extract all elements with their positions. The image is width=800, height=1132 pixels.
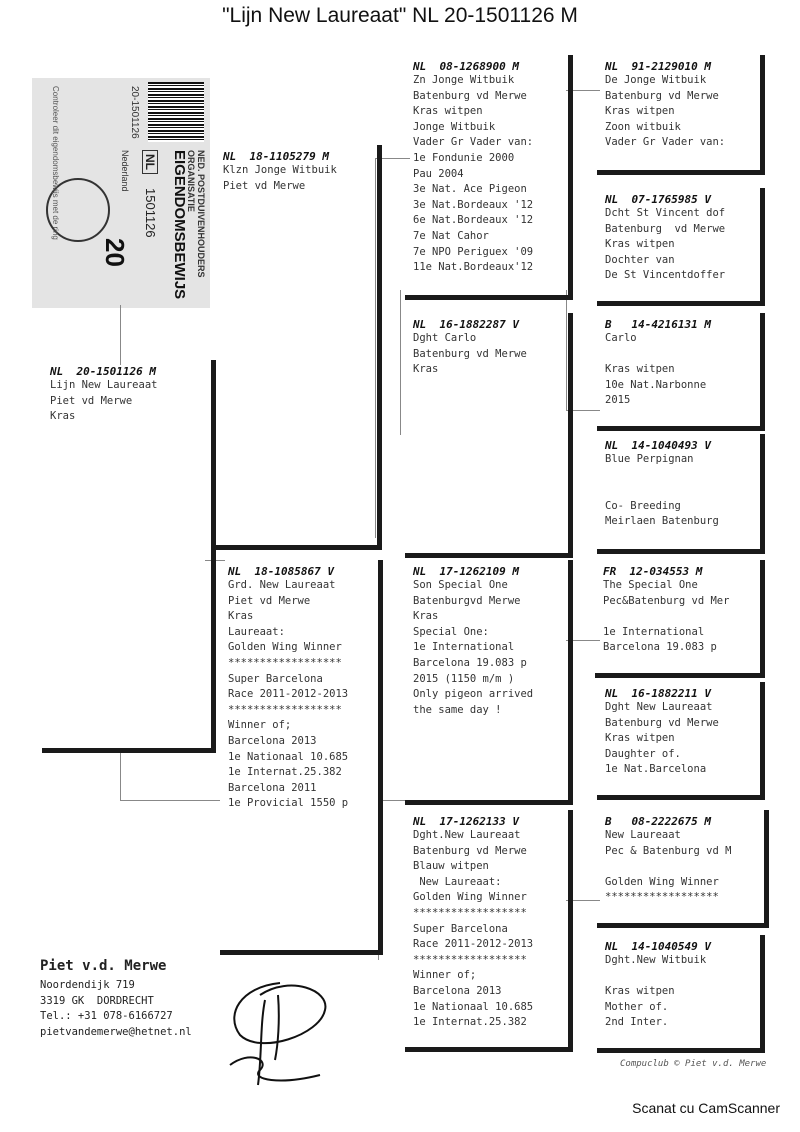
pedigree-box-sire-dam [405, 313, 573, 558]
detail-line: 1e Fondunie 2000 [413, 151, 515, 164]
detail-line: Kras [413, 610, 439, 623]
pedigree-box-dam-dam [405, 810, 573, 1052]
scanner-watermark: Scanat cu CamScanner [632, 1100, 780, 1116]
connector [120, 750, 121, 800]
pigeon-details [413, 578, 564, 718]
detail-line: Zoon witbuik [605, 120, 681, 133]
detail-line: Batenburg vd Merwe [413, 347, 527, 360]
signature-icon [220, 975, 340, 1090]
detail-line: Pau 2004 [413, 167, 464, 180]
detail-line: Batenburg vd Merwe [413, 844, 527, 857]
pedigree-box-dss [595, 560, 765, 678]
card-country: NL [142, 150, 158, 174]
connector [400, 290, 401, 435]
ring-number: NL 18-1085867 V [228, 565, 334, 578]
detail-line: Batenburg vd Merwe [605, 222, 726, 235]
detail-line: Klzn Jonge Witbuik [223, 164, 337, 176]
detail-line: Barcelona 2013 [413, 984, 502, 997]
pedigree-box-sdd [597, 434, 765, 554]
card-year: 20 [100, 238, 130, 267]
detail-line: De Jonge Witbuik [605, 74, 707, 86]
owner-address: Noordendijk 719 [40, 979, 135, 991]
ring-number: NL 16-1882211 V [605, 687, 711, 700]
pigeon-details [228, 578, 374, 812]
detail-line: Golden Wing Winner [413, 891, 527, 904]
detail-line: Dcht St Vincent dof [605, 207, 726, 219]
card-ring: 1501126 [143, 188, 158, 238]
detail-line [603, 609, 756, 625]
detail-line: Golden Wing Winner [605, 875, 719, 888]
detail-line: Dght Carlo [413, 332, 477, 344]
detail-line: Vader Gr Vader van: [605, 136, 726, 149]
detail-line: Son Special One [413, 579, 508, 591]
ring-number: NL 17-1262109 M [413, 565, 519, 578]
detail-line: Race 2011-2012-2013 [228, 688, 349, 701]
ring-number: B 14-4216131 M [605, 318, 711, 331]
ring-number: NL 18-1105279 M [223, 150, 329, 163]
pigeon-details [605, 700, 756, 778]
detail-line: 2nd Inter. [605, 1016, 669, 1029]
ring-number: B 08-2222675 M [605, 815, 711, 828]
ownership-card [32, 78, 210, 308]
ring-number: NL 16-1882287 V [413, 318, 519, 331]
detail-line: Co- Breeding [605, 499, 681, 512]
detail-line: 1e Nationaal 10.685 [413, 1000, 534, 1013]
barcode [148, 82, 204, 142]
detail-line: 3e Nat.Bordeaux '12 [413, 198, 534, 211]
pigeon-details [413, 73, 564, 276]
pigeon-details [413, 828, 564, 1031]
pigeon-details [50, 378, 207, 425]
ring-number: NL 14-1040549 V [605, 940, 711, 953]
detail-line [605, 347, 756, 363]
page-title: "Lijn New Laureaat" NL 20-1501126 M [222, 4, 578, 27]
pigeon-details [605, 206, 756, 284]
owner-city: 3319 GK DORDRECHT [40, 994, 154, 1007]
detail-line: Piet vd Merwe [223, 179, 306, 192]
detail-line: Super Barcelona [413, 922, 508, 935]
detail-line: Meirlaen Batenburg [605, 515, 719, 528]
card-number: 20-1501126 [129, 86, 140, 139]
detail-line: Carlo [605, 332, 637, 344]
ring-number: NL 07-1765985 V [605, 193, 711, 206]
card-land: Nederland [120, 150, 130, 192]
pedigree-box-dam [220, 560, 383, 955]
detail-line: Kras witpen [605, 363, 675, 376]
detail-line: Only pigeon arrived [413, 688, 534, 701]
pigeon-details [413, 331, 564, 378]
owner-name: Piet v.d. Merwe [40, 958, 167, 974]
detail-line: Batenburgvd Merwe [413, 594, 521, 607]
detail-line: Barcelona 19.083 p [413, 656, 527, 669]
ring-number: NL 08-1268900 M [413, 60, 519, 73]
pedigree-box-ddd [597, 935, 765, 1053]
detail-line: Golden Wing Winner [228, 641, 342, 654]
pedigree-box-sss [597, 55, 765, 175]
detail-line: Daughter of. [605, 747, 681, 760]
detail-line: ****************** [228, 703, 342, 716]
software-credit: Compuclub © Piet v.d. Merwe [620, 1059, 767, 1069]
detail-line: Kras [228, 610, 254, 623]
detail-line: Dght New Laureaat [605, 701, 713, 713]
detail-line: 1e Nationaal 10.685 [228, 750, 349, 763]
owner-email: pietvandemerwe@hetnet.nl [40, 1025, 192, 1038]
detail-line: 1e Internat.25.382 [228, 766, 342, 779]
detail-line: New Laureaat [605, 829, 681, 841]
detail-line: 2015 (1150 m/m ) [413, 672, 515, 685]
detail-line: Kras witpen [605, 732, 675, 745]
detail-line: 7e NPO Periguex '09 [413, 245, 534, 258]
detail-line: Vader Gr Vader van: [413, 136, 534, 149]
detail-line: ****************** [228, 656, 342, 669]
pedigree-box-sire [215, 145, 382, 550]
detail-line: Kras witpen [413, 105, 483, 118]
detail-line: Piet vd Merwe [50, 394, 133, 407]
pedigree-box-dds [597, 810, 769, 928]
connector [120, 800, 220, 801]
detail-line: Kras [413, 363, 439, 376]
ring-number: NL 17-1262133 V [413, 815, 519, 828]
detail-line [605, 969, 756, 985]
detail-line: Blue Perpignan [605, 453, 694, 465]
detail-line: Race 2011-2012-2013 [413, 938, 534, 951]
card-title: EIGENDOMSBEWIJS [171, 150, 188, 300]
detail-line: 1e Nat.Barcelona [605, 763, 707, 776]
detail-line: Batenburg vd Merwe [605, 89, 719, 102]
owner-phone: Tel.: +31 078-6166727 [40, 1010, 173, 1023]
detail-line: ****************** [413, 953, 527, 966]
pigeon-details [605, 331, 756, 409]
detail-line: 1e International [603, 625, 705, 638]
detail-line: Kras [50, 410, 76, 423]
detail-line: Laureaat: [228, 625, 285, 638]
owner-info [40, 958, 192, 1040]
detail-line: 1e International [413, 641, 515, 654]
pigeon-details [605, 452, 756, 530]
pigeon-details [603, 578, 756, 656]
pedigree-box-ssd [597, 188, 765, 306]
detail-line: 7e Nat Cahor [413, 229, 489, 242]
detail-line: Grd. New Laureaat [228, 579, 336, 591]
detail-line: ****************** [413, 906, 527, 919]
detail-line: The Special One [603, 579, 698, 591]
detail-line [605, 859, 760, 875]
ring-number: FR 12-034553 M [603, 565, 703, 578]
detail-line: 1e Provicial 1550 p [228, 797, 349, 810]
detail-line [605, 468, 756, 484]
detail-line: 3e Nat. Ace Pigeon [413, 183, 527, 196]
detail-line: Zn Jonge Witbuik [413, 74, 515, 86]
detail-line: De St Vincentdoffer [605, 269, 726, 282]
pedigree-box-sds [597, 313, 765, 431]
pigeon-details [605, 73, 756, 151]
detail-line: 2015 [605, 394, 631, 407]
pedigree-box-dam-sire [405, 560, 573, 805]
detail-line: New Laureaat: [413, 875, 502, 888]
pigeon-details [605, 828, 760, 906]
detail-line: Batenburg vd Merwe [605, 716, 719, 729]
detail-line: Batenburg vd Merwe [413, 89, 527, 102]
detail-line: Dght.New Laureaat [413, 829, 521, 841]
pigeon-details [223, 163, 373, 194]
detail-line: Winner of; [228, 719, 292, 732]
detail-line: Jonge Witbuik [413, 120, 496, 133]
detail-line: Pec&Batenburg vd Mer [603, 594, 730, 607]
pedigree-box-dsd [597, 682, 765, 800]
ring-number: NL 20-1501126 M [50, 365, 156, 378]
connector [120, 305, 121, 365]
detail-line: Dochter van [605, 253, 675, 266]
detail-line [605, 483, 756, 499]
card-org: NED. POSTDUIVENHOUDERS ORGANISATIE [186, 150, 206, 278]
detail-line: Barcelona 19.083 p [603, 641, 717, 654]
detail-line: Super Barcelona [228, 672, 323, 685]
detail-line: Winner of; [413, 969, 477, 982]
detail-line: 11e Nat.Bordeaux'12 [413, 261, 534, 274]
detail-line: Kras witpen [605, 985, 675, 998]
detail-line: the same day ! [413, 703, 502, 716]
detail-line: Piet vd Merwe [228, 594, 311, 607]
ring-number: NL 14-1040493 V [605, 439, 711, 452]
detail-line: 6e Nat.Bordeaux '12 [413, 214, 534, 227]
detail-line: Barcelona 2011 [228, 781, 317, 794]
pedigree-box-subject [42, 360, 216, 753]
detail-line: 10e Nat.Narbonne [605, 378, 707, 391]
ring-number: NL 91-2129010 M [605, 60, 711, 73]
detail-line: Kras witpen [605, 105, 675, 118]
detail-line: Blauw witpen [413, 860, 489, 873]
card-footer: Controleer dit eigendomsbewijs met de ring [51, 86, 60, 240]
detail-line: Kras witpen [605, 238, 675, 251]
detail-line: Dght.New Witbuik [605, 954, 707, 966]
detail-line: ****************** [605, 891, 719, 904]
detail-line: 1e Internat.25.382 [413, 1016, 527, 1029]
detail-line: Barcelona 2013 [228, 734, 317, 747]
pigeon-details [605, 953, 756, 1031]
pedigree-box-sire-sire [405, 55, 573, 300]
detail-line: Mother of. [605, 1000, 669, 1013]
detail-line: Pec & Batenburg vd M [605, 844, 732, 857]
detail-line: Lijn New Laureaat [50, 379, 158, 391]
detail-line: Special One: [413, 625, 489, 638]
